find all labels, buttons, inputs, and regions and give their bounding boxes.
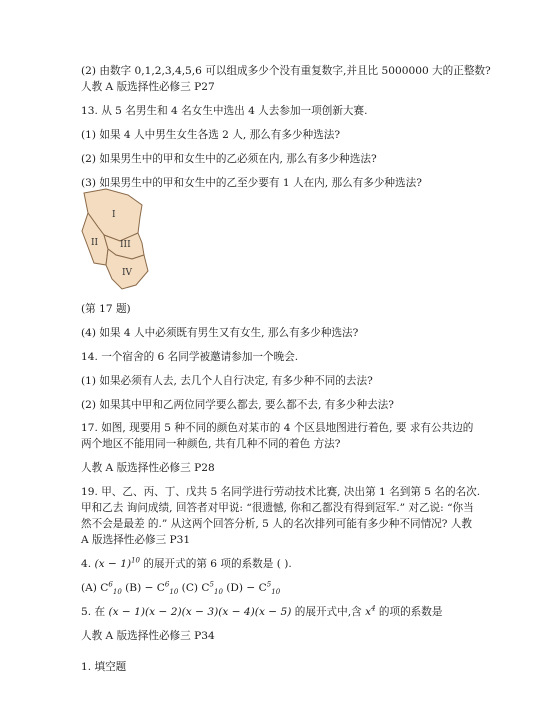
option-sub: 10 — [271, 588, 281, 597]
district-map-figure — [76, 183, 166, 295]
option-d: (D) − C — [222, 582, 267, 594]
source-line: 人教 A 版选择性必修三 P28 — [81, 462, 215, 474]
question-number: 4. — [81, 558, 95, 570]
map-label: II — [91, 238, 99, 248]
question-line — [81, 605, 442, 619]
option-sub: 10 — [214, 588, 223, 597]
math-expression: (x − 1) — [94, 558, 132, 570]
question-line: (2) 如果男生中的甲和女生中的乙必须在内, 那么有多少种选法? — [81, 153, 377, 165]
question-line: 13. 从 5 名男生和 4 名女生中选出 4 人去参加一项创新大赛. — [81, 105, 368, 117]
figure-caption: (第 17 题) — [81, 303, 131, 315]
question-line: (4) 如果 4 人中必须既有男生又有女生, 那么有多少种选法? — [81, 327, 359, 339]
question-text: 的展开式中,含 — [291, 606, 366, 618]
question-text: 的项的系数是 — [375, 606, 443, 618]
option-a: (A) C — [81, 582, 109, 594]
option-sup: 6 — [108, 580, 113, 589]
option-c: (C) C — [178, 582, 210, 594]
question-line: (2) 如果其中甲和乙两位同学要么都去, 要么都不去, 有多少种去法? — [81, 399, 394, 411]
question-line — [81, 557, 292, 571]
answer-options — [81, 581, 280, 595]
option-sup: 5 — [266, 580, 272, 589]
option-sub: 10 — [112, 588, 122, 597]
question-line: 甲和乙去 询问成绩, 回答者对甲说: “很遗憾, 你和乙都没有得到冠军.” 对乙说: “你当 — [81, 502, 474, 514]
option-sub: 10 — [169, 588, 179, 597]
question-line: 19. 甲、乙、丙、丁、戊共 5 名同学进行劳动技术比赛, 决出第 1 名到第 5 名的名次. — [81, 486, 481, 498]
math-expression: (x − 1)(x − 2)(x − 3)(x − 4)(x − 5) — [108, 606, 292, 618]
section-heading: 1. 填空题 — [81, 661, 127, 673]
question-line: 14. 一个宿舍的 6 名同学被邀请参加一个晚会. — [81, 351, 299, 363]
question-line: 两个地区不能用同一种颜色, 共有几种不同的着色 方法? — [81, 438, 341, 450]
option-b: (B) − C — [121, 582, 165, 594]
source-line: 人教 A 版选择性必修三 P27 — [81, 81, 215, 93]
question-line: (2) 由数字 0,1,2,3,4,5,6 可以组成多少个没有重复数字,并且比 5000000 大的正整数? — [81, 65, 491, 77]
map-label: III — [120, 240, 131, 250]
option-sup: 6 — [164, 580, 170, 589]
source-line: 人教 A 版选择性必修三 P34 — [81, 630, 215, 642]
math-exponent: 10 — [131, 556, 140, 565]
question-line: 17. 如图, 现要用 5 种不同的颜色对某市的 4 个区县地图进行着色, 要 求有公共边的 — [81, 422, 474, 434]
map-label: IV — [122, 268, 133, 278]
math-exponent: 4 — [371, 604, 376, 613]
question-number: 5. 在 — [81, 606, 109, 618]
question-text: 的展开式的第 6 项的系数是 ( ). — [140, 558, 292, 570]
source-line: A 版选择性必修三 P31 — [81, 534, 191, 546]
question-line: (1) 如果必须有人去, 去几个人自行决定, 有多少种不同的去法? — [81, 375, 373, 387]
question-line: (1) 如果 4 人中男生女生各选 2 人, 那么有多少种选法? — [81, 129, 341, 141]
question-line: (3) 如果男生中的甲和女生中的乙至少要有 1 人在内, 那么有多少种选法? — [81, 177, 422, 189]
option-sup: 5 — [209, 580, 214, 589]
map-label: I — [112, 210, 116, 220]
math-variable: x — [365, 606, 372, 618]
question-line: 然不会是最差 的.” 从这两个回答分析, 5 人的名次排列可能有多少种不同情况? 人教 — [81, 518, 472, 530]
